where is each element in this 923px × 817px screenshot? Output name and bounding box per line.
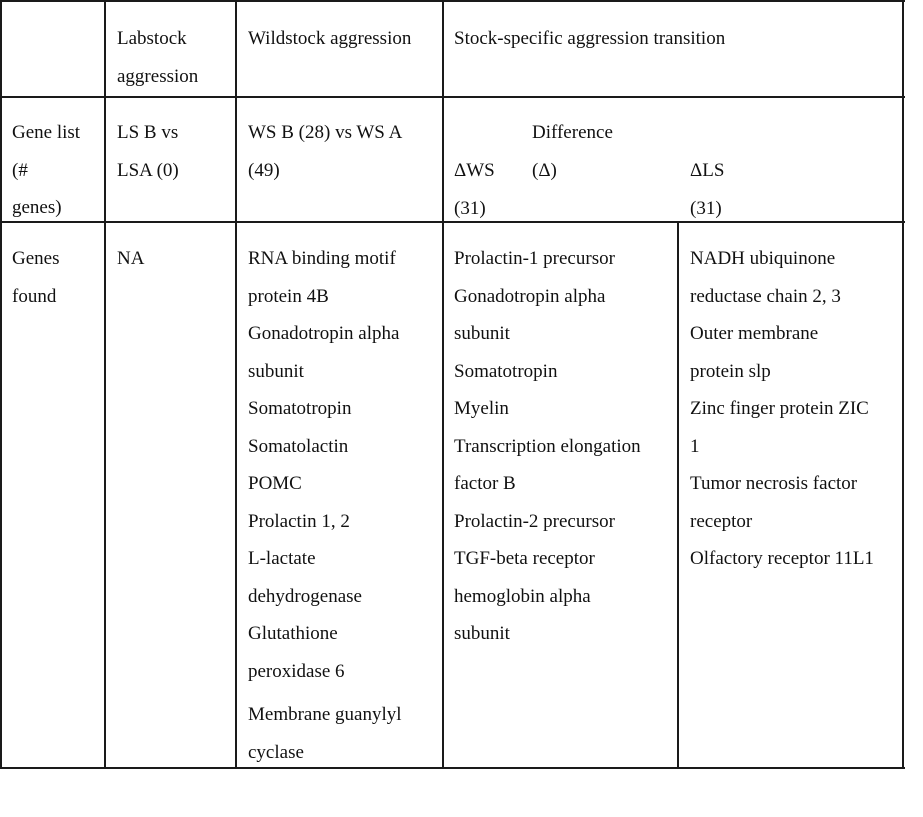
genes-found-label-line: Genes — [12, 248, 60, 269]
wildstock-gene-line: Gonadotropin alpha — [248, 323, 400, 344]
delta-ls-gene-line: 1 — [690, 435, 700, 457]
gene-list-wildstock-line: WS B (28) vs WS A — [248, 122, 403, 143]
gene-list-wildstock — [248, 114, 402, 189]
genes-found-labstock — [117, 240, 144, 278]
wildstock-gene-line: Somatolactin — [248, 435, 349, 457]
delta-ws-gene-line: Somatotropin — [454, 360, 558, 382]
delta-ws-gene-line: Transcription elongation — [454, 435, 641, 457]
gene-list-label-line: genes) — [12, 197, 62, 218]
header-wildstock-aggression — [248, 20, 411, 58]
gene-list-labstock-line: LS B vs — [117, 122, 179, 143]
header-labstock-line: aggression — [117, 65, 199, 87]
wildstock-gene-line: cyclase — [248, 741, 304, 763]
wildstock-gene-line: L-lactate — [248, 548, 316, 569]
header-labstock-aggression — [117, 20, 198, 95]
delta-ls-gene-line: Tumor necrosis factor — [690, 473, 858, 494]
wildstock-gene-line: POMC — [248, 473, 302, 494]
table-border-left — [0, 0, 2, 769]
wildstock-gene-line: Glutathione — [248, 623, 338, 644]
labstock-gene: NA — [117, 248, 145, 269]
genes-found-label — [12, 240, 59, 315]
delta-ls-gene-line: Zinc finger protein ZIC — [690, 398, 869, 419]
delta-ws-gene-line: hemoglobin alpha — [454, 585, 591, 607]
delta-ws-gene-line: TGF-beta receptor — [454, 548, 595, 569]
delta-ws-gene-line: Gonadotropin alpha — [454, 285, 606, 307]
col-divider-3 — [442, 0, 444, 769]
delta-ws-gene-line: Prolactin-1 precursor — [454, 248, 615, 269]
col-divider-4 — [677, 222, 679, 769]
delta-ws-header: ΔWS (31) — [454, 160, 495, 219]
gene-list-labstock — [117, 114, 179, 189]
wildstock-gene-line: Somatotropin — [248, 398, 352, 419]
table-border-bottom — [0, 767, 905, 769]
header-labstock-line: Labstock — [117, 28, 187, 49]
wildstock-gene-line: Prolactin 1, 2 — [248, 510, 350, 532]
table-border-right — [902, 0, 904, 769]
wildstock-gene-line: subunit — [248, 360, 304, 382]
wildstock-gene-line: peroxidase 6 — [248, 660, 345, 682]
delta-ls-gene-line: Outer membrane — [690, 323, 819, 344]
col-divider-2 — [235, 0, 237, 769]
genes-found-delta-ws — [454, 240, 641, 653]
delta-ws-gene-line: Myelin — [454, 398, 509, 419]
gene-list-label — [12, 114, 80, 227]
delta-ls-gene-line: Olfactory receptor 11L1 — [690, 548, 874, 569]
header-stock-specific-line: Stock-specific aggression transition — [454, 28, 726, 49]
row-divider-2 — [0, 221, 905, 223]
delta-ws-gene-line: subunit — [454, 323, 510, 344]
delta-ls-gene-line: NADH ubiquinone — [690, 248, 836, 269]
delta-ls-gene-line: reductase chain 2, 3 — [690, 285, 841, 307]
delta-ls-gene-line: protein slp — [690, 360, 771, 382]
table-border-top — [0, 0, 905, 2]
col-divider-1 — [104, 0, 106, 769]
wildstock-gene-line: Membrane guanylyl — [248, 704, 402, 725]
wildstock-gene-line: dehydrogenase — [248, 585, 362, 607]
header-wildstock-line: Wildstock aggression — [248, 28, 412, 49]
gene-list-label-line: Gene list — [12, 122, 81, 143]
gene-list-wildstock-line: (49) — [248, 159, 280, 181]
genes-found-wildstock — [248, 240, 402, 771]
genes-found-label-line: found — [12, 285, 57, 307]
row-divider-1 — [0, 96, 905, 98]
delta-ws-gene-line: subunit — [454, 623, 510, 644]
difference-title: Difference (Δ) — [532, 122, 613, 181]
gene-list-label-line: (# — [12, 159, 28, 181]
delta-ls-header: ΔLS (31) — [690, 160, 725, 219]
genes-found-delta-ls — [690, 240, 874, 578]
wildstock-gene-line: RNA binding motif — [248, 248, 396, 269]
delta-ls-gene-line: receptor — [690, 510, 753, 532]
gene-list-labstock-line: LSA (0) — [117, 159, 179, 181]
delta-ws-gene-line: factor B — [454, 473, 516, 494]
header-stock-specific-transition — [454, 20, 725, 58]
wildstock-gene-line: protein 4B — [248, 285, 329, 307]
delta-ws-gene-line: Prolactin-2 precursor — [454, 510, 615, 532]
